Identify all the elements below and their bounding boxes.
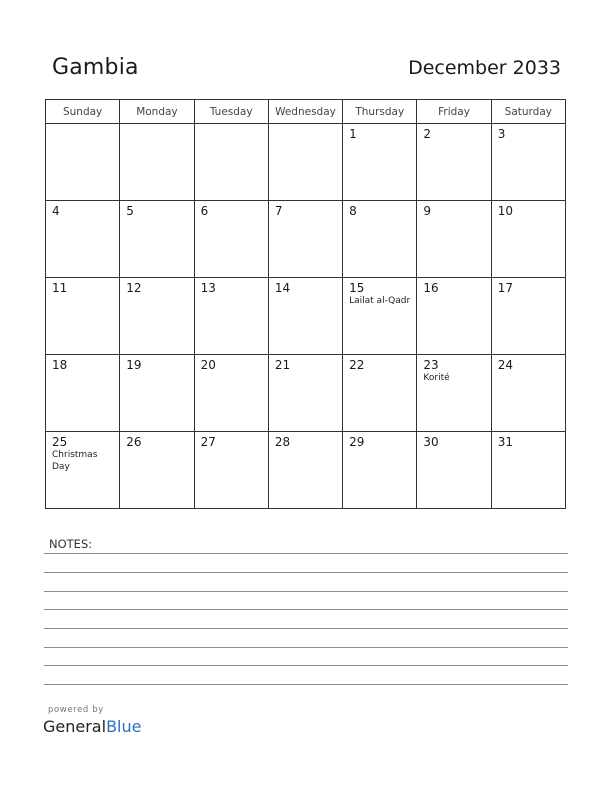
brand-logo	[43, 717, 141, 736]
day-number: 3	[497, 127, 506, 141]
note-line	[44, 684, 568, 685]
day-number	[269, 124, 342, 127]
day-cell	[491, 124, 565, 201]
note-line	[44, 665, 568, 666]
week-row	[46, 355, 566, 432]
day-cell	[46, 432, 120, 509]
day-cell	[268, 278, 342, 355]
day-number: 18	[52, 358, 68, 372]
day-number: 9	[423, 204, 432, 218]
holiday-label: Korité	[423, 373, 450, 383]
day-number: 21	[274, 358, 291, 372]
note-line	[44, 591, 568, 592]
weekday-friday: Friday	[417, 100, 491, 124]
day-cell	[343, 355, 417, 432]
day-cell	[268, 201, 342, 278]
day-number: 30	[423, 435, 439, 449]
day-cell	[120, 278, 194, 355]
day-cell	[120, 124, 194, 201]
day-cell	[491, 355, 565, 432]
day-number: 12	[126, 281, 142, 295]
day-number: 1	[349, 127, 357, 141]
day-number: 7	[274, 204, 283, 218]
note-line	[44, 609, 568, 610]
day-cell	[268, 124, 342, 201]
day-number: 5	[126, 204, 134, 218]
weekday-thursday: Thursday	[343, 100, 417, 124]
day-number: 26	[126, 435, 142, 449]
day-number: 22	[349, 358, 365, 372]
day-number: 14	[274, 281, 291, 295]
weekday-wednesday: Wednesday	[268, 100, 342, 124]
day-cell	[120, 201, 194, 278]
day-number	[195, 124, 268, 127]
day-cell	[417, 355, 491, 432]
day-cell	[194, 124, 268, 201]
weekday-tuesday: Tuesday	[194, 100, 268, 124]
day-number: 19	[126, 358, 142, 372]
day-number: 28	[274, 435, 291, 449]
day-number	[46, 124, 119, 127]
calendar-grid	[45, 99, 566, 509]
notes-label: NOTES:	[49, 537, 93, 551]
day-number: 6	[200, 204, 209, 218]
month-year-title: December 2033	[408, 57, 561, 79]
day-cell	[46, 278, 120, 355]
day-cell	[268, 355, 342, 432]
day-cell	[268, 432, 342, 509]
day-number: 4	[52, 204, 60, 218]
day-cell	[417, 278, 491, 355]
day-cell	[194, 355, 268, 432]
day-number: 27	[200, 435, 216, 449]
day-number: 29	[349, 435, 365, 449]
day-cell	[194, 278, 268, 355]
day-number: 15	[349, 281, 365, 295]
weekday-sunday: Sunday	[46, 100, 120, 124]
day-cell	[120, 432, 194, 509]
day-cell	[417, 124, 491, 201]
day-cell	[343, 432, 417, 509]
day-number: 10	[497, 204, 513, 218]
day-cell	[46, 355, 120, 432]
day-cell	[343, 124, 417, 201]
week-row	[46, 278, 566, 355]
day-number: 16	[423, 281, 439, 295]
note-line	[44, 553, 568, 554]
day-cell	[194, 432, 268, 509]
day-number: 11	[52, 281, 68, 295]
day-cell	[343, 201, 417, 278]
day-number: 24	[497, 358, 513, 372]
note-line	[44, 628, 568, 629]
day-cell	[343, 278, 417, 355]
day-number: 13	[200, 281, 216, 295]
day-cell	[120, 355, 194, 432]
day-number: 31	[497, 435, 513, 449]
note-line	[44, 572, 568, 573]
day-cell	[46, 201, 120, 278]
powered-by-text: powered by	[48, 705, 104, 715]
note-line	[44, 647, 568, 648]
week-row	[46, 432, 566, 509]
day-number: 23	[423, 358, 439, 372]
week-row	[46, 124, 566, 201]
day-cell	[491, 278, 565, 355]
holiday-label: Lailat al-Qadr	[349, 296, 411, 306]
weekday-saturday: Saturday	[491, 100, 565, 124]
brand-general: General	[43, 717, 107, 736]
day-cell	[46, 124, 120, 201]
day-number: 20	[200, 358, 216, 372]
week-row	[46, 201, 566, 278]
holiday-label: Christmas Day	[52, 450, 98, 472]
day-number: 2	[423, 127, 432, 141]
day-cell	[491, 201, 565, 278]
day-number	[120, 124, 193, 127]
weekday-header-row	[46, 100, 566, 124]
day-cell	[491, 432, 565, 509]
country-title: Gambia	[52, 55, 139, 80]
day-cell	[194, 201, 268, 278]
day-number: 17	[497, 281, 513, 295]
day-cell	[417, 432, 491, 509]
day-cell	[417, 201, 491, 278]
weekday-monday: Monday	[120, 100, 194, 124]
day-number: 25	[52, 435, 68, 449]
brand-blue: Blue	[106, 717, 142, 736]
day-number: 8	[349, 204, 357, 218]
